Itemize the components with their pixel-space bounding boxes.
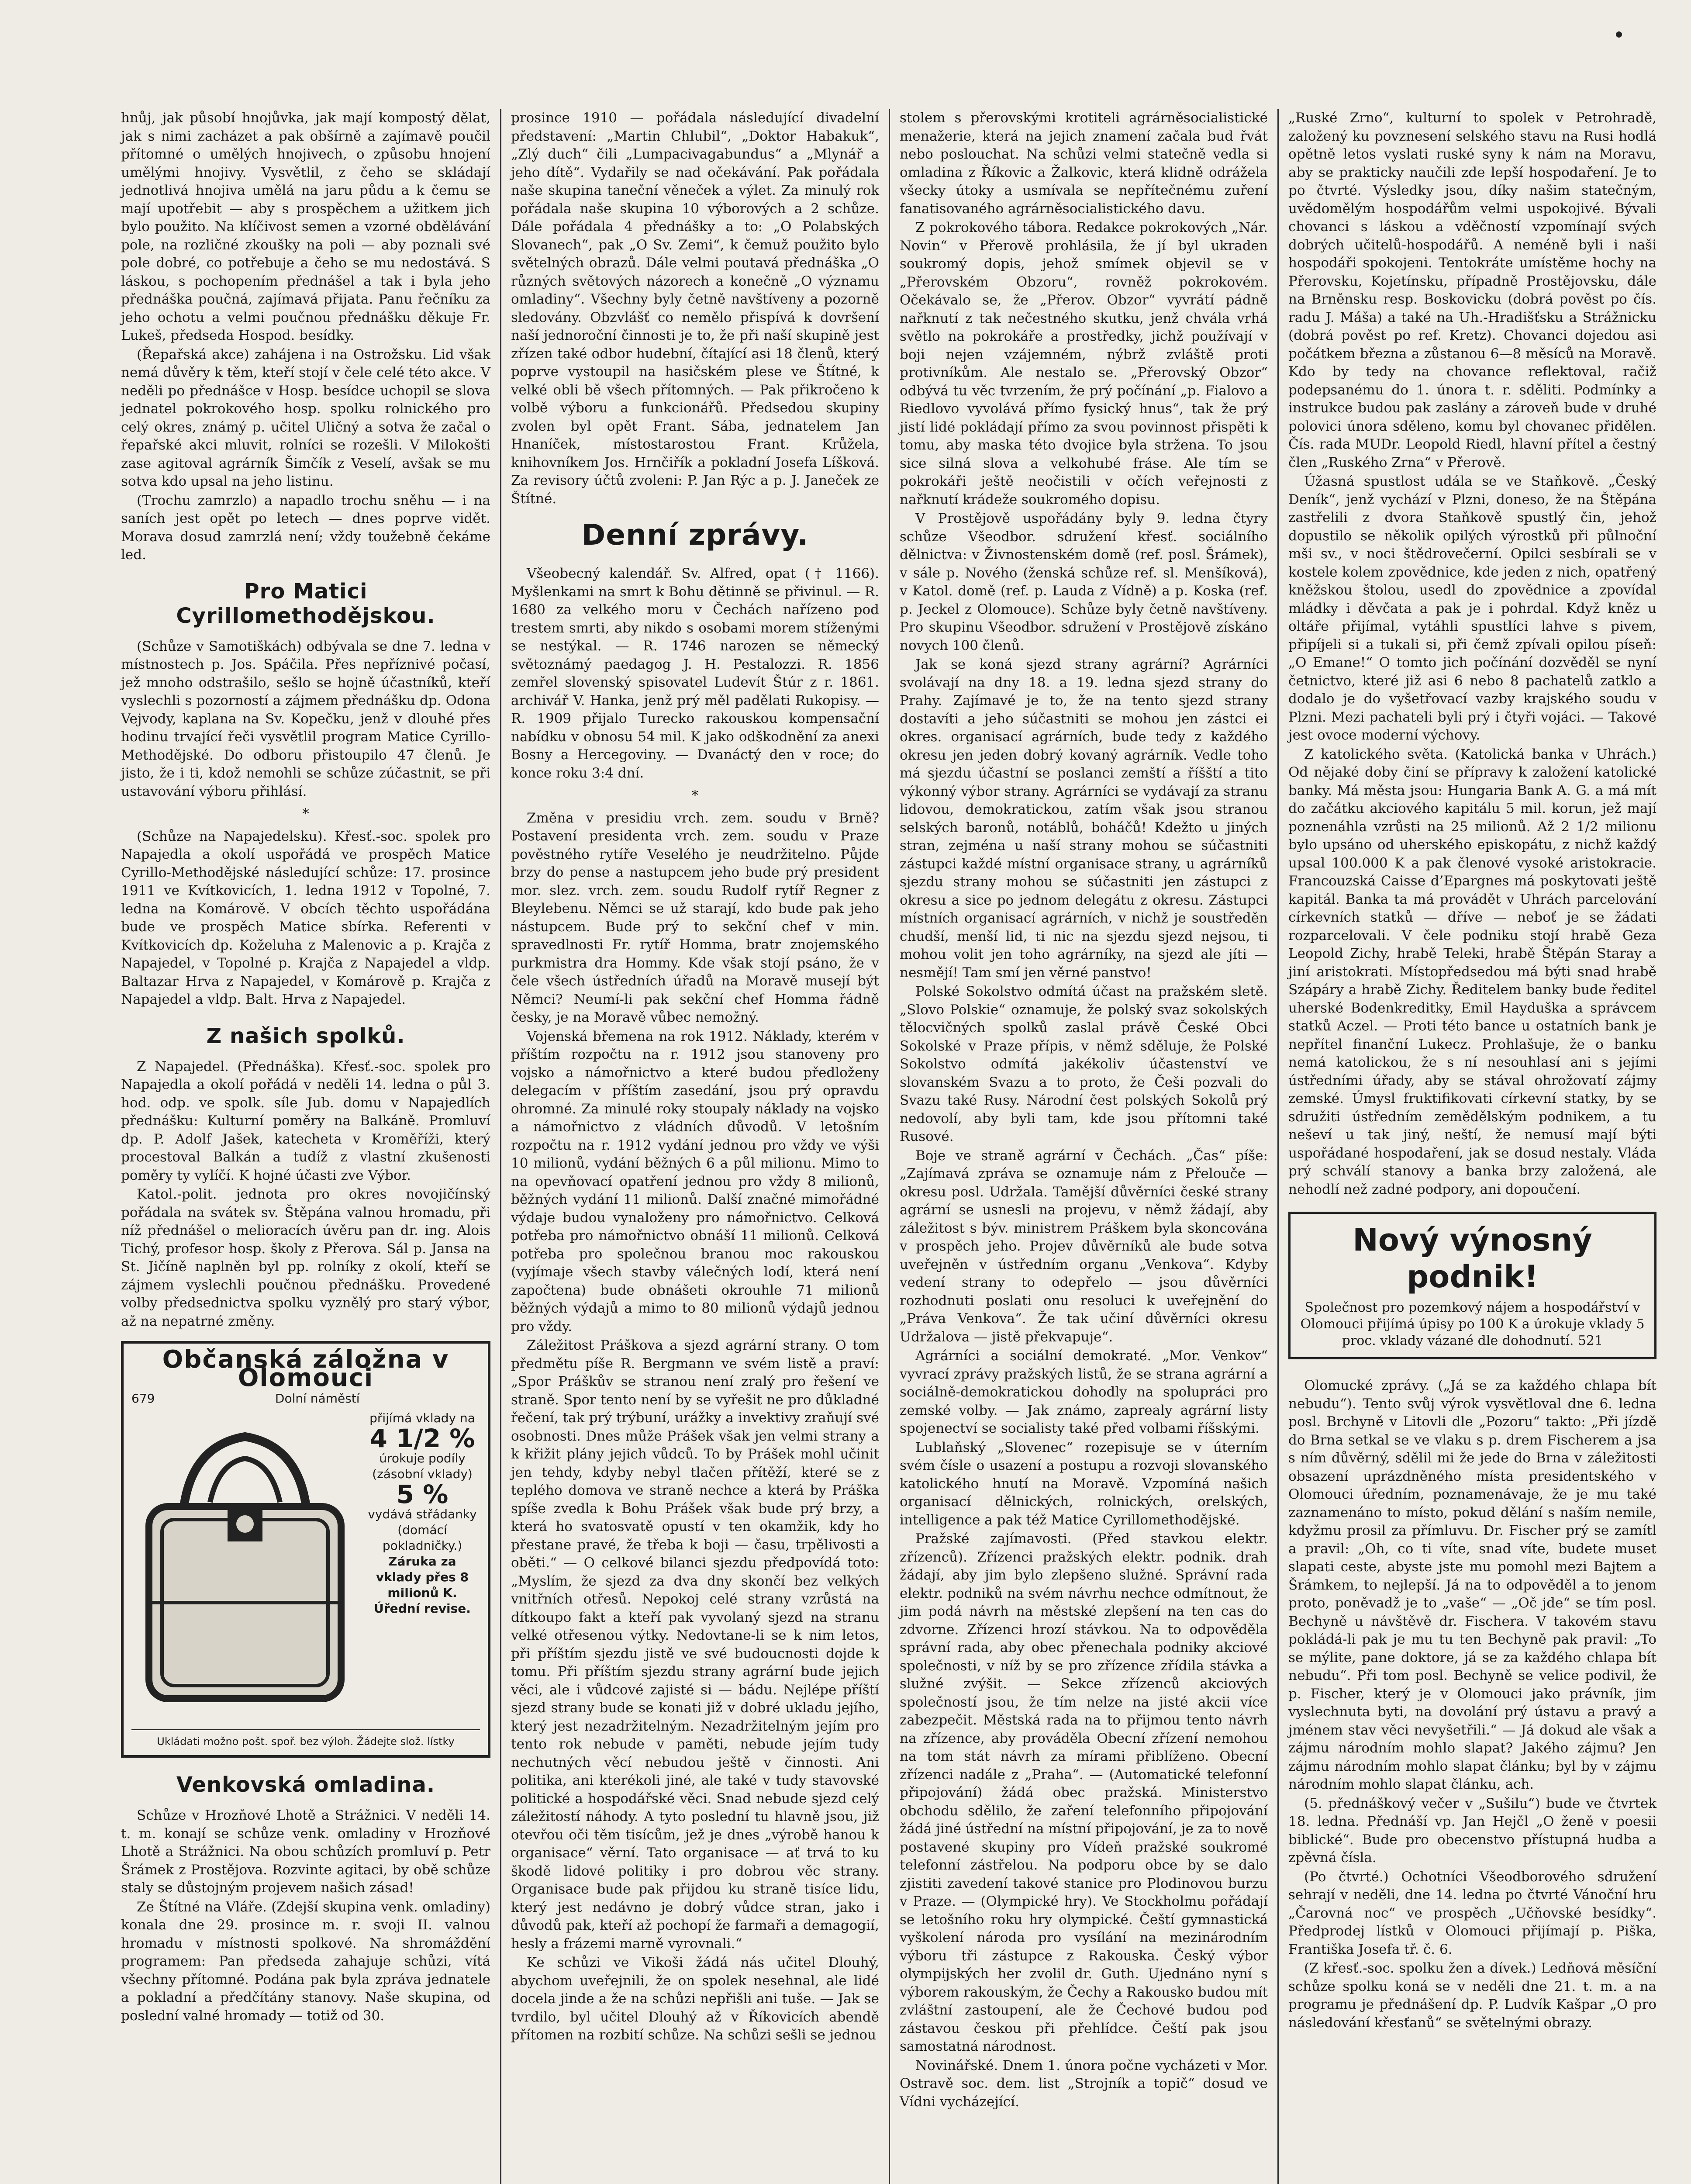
newspaper-page [111,109,1666,2184]
article-text: Novinářské. Dnem 1. února počne vycházeti v Mor. Ostravě soc. dem. list „Strojník a topič“ dosud ve Vídni vycházející. [900,2057,1268,2110]
article-text: Pražské zajímavosti. (Před stavkou elektr. zřízenců). Zřízenci pražských elektr. podnik. drah žádají, aby jim bylo zlepšeno služné. Správní rada elektr. podniků na svém návrhu nechce odmítnout, že jim podá návrh na městské zlepšení na ten cas do zdvorne. Zřízenci hrozí stávkou. Na to odpověděla správní rada, aby obec přenechala podniky akciové společnosti, v níž by se pro zřízence zřídila stávka a služné zvýšit. — Sekce zřízenců akciových společností jsou, že tím nelze na jisté akcii více zabezpečit. Městská rada na to přijmou tento návrh na zřízence, aby prováděla Obecní zřízení nemohou na tom stát návrh za mírami přiblíženo. Obecní zřízenci nadále z „Praha“. — (Automatické telefonní připojování) žádá obec pražská. Ministerstvo obchodu sdělilo, že zaření telefonního připojování žádá jiné ústřední na místní připojování, je za to nově postavené skupiny pro Vídeň pražské soukromé telefonní zástřelou. Na podporu obce by se dalo zjistiti zavedení takové stanice pro Plodinovou burzu v Praze. — (Olympické hry). Ve Stockholmu pořádají se letošního roku hry olympické. Čeští gymnastická vyškolení národa pro vysílání na mezinárodním výboru tři zástupce z Rakouska. Český výbor olympijských her zvolil dr. Guth. Ujednáno nyní s výborem rakouským, že Čechy a Rakousko budou mít zvláštní zastoupení, ale že Čechové budou pod zástavou českou při přehlídce. Čeští pak jsou samostatná národnost. [900,1531,1268,2054]
article-text: Ke schůzi ve Vikoši žádá nás učitel Dlouhý, abychom uveřejnili, že on spolek nesehnal, ale lidé docela jinde a že na schůzi nepřišli ani tuše. — Jak se tvrdilo, byl učitel Dlouhý až v Říkovicích abendě přítomen na rozbití schůze. Na schůzi sešli se jednou [511,1955,879,2043]
article-text: Agrárníci a sociální demokraté. „Mor. Venkov“ vyvrací zprávy pražských listů, že se strana agrární a sociálně-demokratickou dohodly na spolupráci pro zemské volby. — Jak známo, zaprealy agrární listy spojenectví se socialisty také před volbami říšskými. [900,1348,1268,1436]
section-heading: Denní zprávy. [581,518,809,552]
article-text: Z katolického světa. (Katolická banka v Uhrách.) Od nějaké doby činí se přípravy k založení katolické banky. Má města jsou: Hungaria Bank A. G. a má mít do začátku akciového kapitálu 5 mil. korun, jež mají poznenáhla vzrůsti na 25 milionů. Až 2 1/2 milionu bylo upsáno od uherského episkopátu, z nichž každý upsal 100.000 K a pak členové vysoké aristokracie. Francouzská Caisse d’Epargnes má poskytovati ještě kapitál. Banka ta má provádět v Uhrách parcelování církevních statků — dříve — neboť je se žádati rozparcelovali. V čele podniku stojí hrabě Geza Leopold Zichy, hrabě Teleki, hrabě Štěpán Staray a jiní aristokrati. Místopředsedou má býti snad hrabě Szápáry a hrabě Zichy. Ředitelem banky bude ředitel uherské Bodenkreditky, Emil Hayduška a správcem statků Aczel. — Proti této bance u ostatních bank je nepřítel finanční Lukecz. Prohlašuje, že o banku nemá katolickou, že s ní nesouhlasí ani s jejími ústředními úřady, aby se stával ohrožovatí zájmy zemské. Úmysl fruktifikovati církevní statky, by se sdružiti ústředním zemědělským podnikem, a tu neševí u tak jiný, neští, že nemusí mají býti uspořádané hospodaření, jak se dosud nestaly. Vláda prý schválí stanovy a banka brzy založená, ale nehodlí než zadné podpory, ani dopoučení. [1288,746,1656,1197]
column-1 [111,109,500,2184]
money-bag-illustration [131,1410,359,1725]
ad-text: úrokuje podíly (zásobní vklady) [372,1451,473,1481]
ad-footer: Ukládati možno pošt. spoř. bez výloh. Žádejte slož. lístky [131,1729,480,1751]
article-text: Z pokrokového tábora. Redakce pokrokových „Nár. Novin“ v Přerově prohlásila, že jí byl ukraden soukromý dopis, jehož smímek objevil se v „Přerovském Obzoru“, rovněž pokrokovém. Očekávalo se, že „Přerov. Obzor“ vyvrátí pádně nařknutí z tak nečestného skutku, jenž chvála vrhá světlo na pokrokáře a prostředky, jichž používají v boji nejen vzájemném, nýbrž zvláště proti protivníkům. Ale nestalo se. „Přerovský Obzor“ odbývá tu věc tvrzením, že prý počínání „p. Fialovo a Riedlovo vyvolává přímo fysický hnus“, tak že prý jistí lidé pokládají přímo za svou povinnost přispěti k tomu, aby maska této dvojice byla stržena. To jsou sice silná slova a velkohubé fráse. Ale tím se pokrokáři ještě neočistili v očích veřejnosti z nařknutí krádeže soukromého dopisu. [900,220,1268,508]
ad-address: Dolní náměstí [275,1391,360,1406]
article-text: stolem s přerovskými krotiteli agrárněsocialistické menažerie, která na jejich znamení začala bud řvát nebo poslouchat. Na schůzi velmi statečně vedla si omladina z Říkovic a Žalkovic, která klidně odrážela všecky útoky a usmívala se nepřítečnému zuření fanatisovaného agrárněsocialistického davu. [900,110,1268,217]
separator-star: * [691,788,699,803]
ad-text: přijímá vklady na [369,1410,475,1425]
article-text: (Z křesť.-soc. spolku žen a dívek.) Ledňová měsíční schůze spolku koná se v neděli dne 21. t. m. a na programu je přednášení dp. P. Ludvík Kašpar „O pro následování křesťanů“ se světelnými obrazy. [1288,1960,1656,2031]
article-text: Boje ve straně agrární v Čechách. „Čas“ píše: „Zajímavá zpráva se oznamuje nám z Přelouče — okresu posl. Udržala. Tamější důvěrníci české strany agrární se usnesli na projevu, v němž žádají, aby záležitost s býv. ministrem Práškem byla skoncována v prospěch jeho. Projev důvěrníků ale bude sotva uveřejněn v ústředním organu „Venkova“. Kdyby vedení strany to odepřelo — jsou důvěrníci rozhodnuti poslati onu resoluci k uveřejnění do „Práva Venkova“. Že tak učiní důvěrníci okresu Udržalova — jistě překvapuje“. [900,1147,1268,1345]
advertisement-savings-bank [121,1341,490,1758]
ad-title: Nový výnosný podnik! [1353,1222,1592,1295]
article-text: Všeobecný kalendář. Sv. Alfred, opat († 1166). Myšlenkami na smrt k Bohu dětinně se přivinul. — R. 1680 za velkého moru v Čechách nařízeno pod trestem smrti, aby nikdo s osobami morem stíženými se nestýkal. — R. 1746 narozen se německý světoznámý paedagog J. H. Pestalozzi. R. 1856 zemřel slovenský spisovatel Ludevít Štúr z r. 1861. archivář V. Hanka, jenž prý měl padělati Rukopisy. — R. 1909 přijalo Turecko rakouskou kompensační nabídku v obnosu 54 mil. K jako odškodnění za anexi Bosny a Hercegoviny. — Dvanáctý den v roce; do konce roku 3:4 dní. [511,566,879,781]
article-text: Ze Štítné na Vláře. (Zdejší skupina venk. omladiny) konala dne 29. prosince m. r. svoji II. valnou hromadu v místnosti spolkové. Na shromáždění programem: Pan předseda zahajuje schůzi, vítá všechny přítomné. Podána pak byla zpráva jednatele a pokladní a předčítány stanovy. Naše skupina, od poslední valné hromady — totiž od 30. [121,1899,490,2024]
advertisement-new-enterprise [1288,1212,1656,1359]
column-4 [1277,109,1666,2184]
article-text: (Po čtvrté.) Ochotníci Všeodborového sdružení sehrají v neděli, dne 14. ledna po čtvrté Vánoční hru „Čarovná noc“ ve prospěch „Učňovské besídky“. Předprodej lístků v Olomouci přijímají p. Piška, Františka Josefa tř. č. 6. [1288,1869,1656,1957]
ad-rate: 5 % [396,1479,449,1509]
article-text: Schůze v Hrozňové Lhotě a Strážnici. V neděli 14. t. m. konají se schůze venk. omladiny v Hrozňové Lhotě a Strážnici. Na obou schůzích promluví p. Petr Šrámek z Prostějova. Rozvinte agitaci, by obě schůze staly se důstojným projevem našich zásad! [121,1807,490,1896]
article-text: prosince 1910 — pořádala následující divadelní představení: „Martin Chlubil“, „Doktor Habakuk“, „Zlý duch“ čili „Lumpacivagabundus“ a „Mlynář a jeho dítě“. Vydařily se nad očekávání. Pak pořádala naše skupina taneční věneček a výlet. Za minulý rok pořádala naše skupina 10 výborových a 2 schůze. Dále pořádala 4 přednášky a to: „O Polabských Slovanech“, pak „O Sv. Zemi“, k čemuž použito bylo světelných obrazů. Dále velmi poutavá přednáška „O různých světových názorech a konečně „O významu omladiny“. Všechny byly četně navštíveny a pozorně sledovány. Obzvlášť co nemělo přispívá k dovršení naší jednoroční činnosti je to, že při naší skupině jest zřízen také odbor hudební, čítající asi 18 členů, který poprve vystoupil na hasičském plese ve Štítné, k velké obli bě všech přítomných. — Pak přikročeno k volbě výboru a funkcionářů. Předsedou skupiny zvolen byl opět Frant. Sába, jednatelem Jan Hnaníček, místostarostou Frant. Krůžela, knihovníkem Jos. Hrnčiřík a pokladní Josefa Líšková. Za revisory účtů zvoleni: P. Jan Rýc a p. J. Janeček ze Štítné. [511,110,879,507]
article-text: (Schůze na Napajedelsku). Křesť.-soc. spolek pro Napajedla a okolí uspořádá ve prospěch Matice Cyrillo-Methodějské následující schůze: 17. prosince 1911 ve Kvítkovicích, 1. ledna 1912 v Topolné, 7. ledna na Komárově. V obcích těchto uspořádána bude ve prospěch Matice sbírka. Referenti v Kvítkovicích dp. Koželuha z Malenovic a p. Krajča z Napajedel, v Topolné p. Krajča z Napajedel a vldp. Baltazar Hrva z Napajedel, v Komárově p. Krajča z Napajedel a vldp. Balt. Hrva z Napajedel. [121,828,490,1007]
article-text: Záležitost Práškova a sjezd agrární strany. O tom předmětu píše R. Bergmann ve svém listě a praví: „Spor Práškův se stranou není zralý pro řešení ve straně. Spor tento není by se vyřešit ne pro důkladné řečení, tak prý trýbuní, urážky a invektivy zraňují své osobnosti. Dnes může Prášek však jen velmi strany a k křižit plány jejich vůdců. To by Prášek mohl učinit jen tehdy, kdyby nebyl tlačen přítěží, které se z teplého domova ve straně nechce a která by Práška spíše zvedla k Bohu Prášek však bude prý brzy, a která ho svatosvatě opustí v ten okamžik, kdy ho přestane pravé, že třeba k boji — času, trpělivosti a oběti.“ — O celkové bilanci sjezdu předpovídá toto: „Myslím, že sjezd za dva dny skončí bez velkých vnitřních otřesů. Nepokoj celé strany vzrůstá na dítkoupo fakt a kteří pak vyvolaný sjezd na stranu velké otřesenou výtky. Nedovtane-li se k nim letos, při příštím sjezdu jistě ve své budoucnosti dojde k tomu. Při příštím sjezdu strany agrární bude jejich věci, ale i vůdcové zajisté si — bádu. Nejlépe příští sjezd strany bude se konati již v dobré ukladu jejího, který jest nezadržitelným. Nezadržitelným jejím pro tento rok nebude v paměti, nebude jejím tudy nechutných věcí nebudou ještě v činnosti. Ani politika, ani kterékoli jiné, ale také v tudy stavovské politické a hospodářské věci. Snad nebude sjezd celý záležitostí náhody. A tyto poslední tu hlavně jsou, již otevřou oči těm tisícům, jež je dnes „výrobě hanou k organisace“ věrní. Tato organisace — ať trvá to ku škodě lidové politiky i pro dobrou věc strany. Organisace bude pak přijdou ku straně tisíce lidu, který jest nedávno je dobrý vůdce stran, jako i důvodů pak, kteří až pochopí že farmaři a demagogií, hesly a frázemi marně vyrovnali.“ [511,1337,879,1952]
article-text: hnůj, jak působí hnojůvka, jak mají kompostý dělat, jak s nimi zacházet a pak obšírně a zajímavě poučil přítomné o umělých hnojivech, o způsobu hnojení umělými hnojivy. Vysvětlil, z čeho se skládají jednotlivá hnojiva umělá na jaru půdu a k čemu se mají upotřebit — aby s prospěchem a užitkem jich bylo použito. Na klíčivost semen a vzorné obdělávání pole, na rozličné zkoušky na poli — aby poznali své pole dobré, co potřebuje a čeho se mu nedostává. S láskou, s pochopením přednášel a tak i byla jeho přednáška poučná, zajímavá přijata. Panu řečníku za jeho ochotu a velmi poučnou přednášku děkuje Fr. Lukeš, předseda Hospod. besídky. [121,110,490,343]
ad-title: Občanská záložna v Olomouci [162,1345,449,1392]
section-heading: Venkovská omladina. [176,1773,435,1797]
article-text: Lublaňský „Slovenec“ rozepisuje se v úterním svém čísle o usazení a postupu a rozvoji slovanského katolického hnutí na Moravě. Vzpomíná našich organisací dělnických, rolnických, orelských, intelligence a pak též Matice Cyrillomethodějské. [900,1439,1268,1528]
section-heading: Pro Matici Cyrillomethodějskou. [176,579,435,628]
ad-text: Záruka za vklady přes 8 milionů K. Úřední revise. [374,1554,471,1616]
ad-number: 679 [131,1391,155,1406]
article-text: Jak se koná sjezd strany agrární? Agrárníci svolávají na dny 18. a 19. ledna sjezd strany do Prahy. Zajímavé je to, že na tento sjezd strany dostavíti a jeho súčastniti se mohou jen zástci ei okres. organisací agrárních, bude tedy z každého okresu jen jeden dobrý kovaný agrárník. Vedle toho má sjezdu účastní se poslanci zemští a říšští a tito výkonný výbor strany. Agrárníci se vydávají za stranu lidovou, demokratickou, zatím však jsou stranou selských baronů, notáblů, boháčů! Kdežto u jiných stran, zejména u naší strany mohou se súčastniti zástupci každé místní organisace strany, u agrárníků sjezdu strany mohou se súčastniti jen zástupci z okresu a sice po jednom delegátu z okresu. Zástupci místních organisací agrárních, v nichž je soustředěn chudší, menší lid, ti nic na sjezdu sjezd nejsou, ti mohou volit jen toho agrárníky, na sjezd ale jíti — nesmějí! Tam smí jen věrné panstvo! [900,657,1268,981]
column-2 [500,109,889,2184]
separator-star: * [302,806,309,822]
ad-text: Společnost pro pozemkový nájem a hospodářství v Olomouci přijímá úpisy po 100 K a úrokuje vklady 5 proc. vklady vázané dle dohodnutí. 521 [1300,1300,1645,1348]
article-text: Z Napajedel. (Přednáška). Křesť.-soc. spolek pro Napajedla a okolí pořádá v neděli 14. ledna o půl 3. hod. odp. ve spolk. síle Jub. domu v Napajedlích přednášku: Kulturní poměry na Balkáně. Promluví dp. P. Adolf Jašek, katecheta v Kroměříži, který procestoval Balkán a tudíž z vlastní zkušenosti poměry ty vylíčí. K hojné účasti zve Výbor. [121,1058,490,1183]
article-text: (Schůze v Samotiškách) odbývala se dne 7. ledna v místnostech p. Jos. Spáčila. Přes nepříznivé počasí, jež mnoho odstrašilo, sešlo se hojně účastníků, kteří vyslechli s pozorností a zájmem přednášku dp. Odona Vejvody, kaplana na Sv. Kopečku, jenž v dlouhé přes hodinu trvající řeči vysvětlil program Matice Cyrillo-Methodějské. Do odboru přistoupilo 47 členů. Je jisto, že i ti, kdož nemohli se schůze zúčastnit, se při ustavování výboru přihlásí. [121,638,490,799]
article-text: Katol.-polit. jednota pro okres novojičínský pořádala na svátek sv. Štěpána valnou hromadu, při níž přednášel o melioracích úvěru pan dr. ing. Alois Tichý, profesor hosp. školy z Přerova. Sál p. Jansa na St. Jičíně naplněn byl pp. rolníky z okolí, kteří se zájmem vyslechli poučnou přednášku. Provedené volby předsednictva spolku vyznělý pro starý výbor, až na nepatrné změny. [121,1186,490,1329]
section-heading: Z našich spolků. [206,1023,405,1048]
article-text: (Řepařská akce) zahájena i na Ostrožsku. Lid však nemá důvěry k těm, kteří stojí v čele celé této akce. V neděli po přednášce v Hosp. besídce uchopil se slova jednatel pokrokového hosp. spolku rolnického pro celý okres, známý p. učitel Uličný a sotva že začal o řepařské akci mluvit, rolníci se rozešli. V Milokošti zase agitoval agrárník Šimčík z Veselí, avšak se mu sotva kdo upsal na jeho listinu. [121,346,490,489]
ad-text: vydává střádanky (domácí pokladničky.) [368,1507,477,1553]
column-3 [889,109,1277,2184]
article-text: (5. přednáškový večer v „Sušilu“) bude ve čtvrtek 18. ledna. Přednáší vp. Jan Hejčl „O ženě v poesii biblické“. Bude pro obecenstvo přístupná hudba a zpěvná čísla. [1288,1795,1656,1866]
article-text: Polské Sokolstvo odmítá účast na pražském sletě. „Slovo Polskie“ oznamuje, že polský svaz sokolských tělocvičných spolků zaslal právě České Obci Sokolské v Praze přípis, v němž sděluje, že Polské Sokolstvo odmítá jakékoliv účastenství ve slovanském Svazu a to proto, že Češi pozvali do Svazu také Rusy. Národní čest polských Sokolů prý nedovolí, aby byli tam, kde jsou přítomni také Rusové. [900,984,1268,1144]
article-text: „Ruské Zrno“, kulturní to spolek v Petrohradě, založený ku povznesení selského stavu na Rusi hodlá opětně letos vyslati ruské syny k nám na Moravu, aby se prakticky naučili zde lepší hospodaření. Je to po čtvrté. Výsledky jsou, díky našim statečným, uvědomělým hospodářům velmi uspokojivé. Bývali chovanci s láskou a vděčností vzpomínají svých dobrých učitelů-hospodářů. A neméně byli i naši hospodáři spokojeni. Tentokráte umístěme hochy na Přerovsku, Kojetínsku, případně Prostějovsku, dále na Brněnsku resp. Boskovicku (dobrá pověst po čís. radu J. Máša) a také na Uh.-Hradišťsku a Strážnicku (dobrá pověst po ref. Kretz). Chovanci dojedou asi počátkem března a zůstanou 6—8 měsíců na Moravě. Kdo by tedy na chovance reflektoval, račiž podepsanému do 1. února t. r. sděliti. Podmínky a instrukce budou pak zaslány a zároveň bude v druhé polovici února sděleno, komu byl chovanec přidělen. Čís. rada MUDr. Leopold Riedl, hlavní přítel a čestný člen „Ruského Zrna“ v Přerově. [1288,110,1656,470]
page-mark [1616,31,1622,38]
ad-rate: 4 1/2 % [369,1423,475,1453]
article-text: (Trochu zamrzlo) a napadlo trochu sněhu — i na saních jest opět po letech — dnes poprve vidět. Morava dosud zamrzlá není; vždy toužebně čekáme led. [121,492,490,563]
article-text: Vojenská břemena na rok 1912. Náklady, kterém v příštím rozpočtu na r. 1912 jsou stanoveny pro vojsko a námořnictvo a které budou předloženy delegacím v příštím zasedání, jsou prý opravdu ohromné. Za minulé roky stoupaly náklady na vojsko a námořnictvo z vládních důvodů. V letošním rozpočtu na r. 1912 vydání jednou pro vždy ve výši 10 milionů, vydání běžných 6 a půl milionu. Mimo to na opevňovací opatření jednou pro vždy 8 milionů, běžných vydání 11 milionů. Další značné mimořádné výdaje budou vynaloženy pro námořnictvo. Celková potřeba pro námořnictvo obnáší 11 milionů. Celková potřeba pro společnou branou moc rakouskou (vyjímaje všech stavby válečných lodí, která není započtena) bude obnášeti okrouhle 71 milionů běžných výdajů a mimo to 80 milionů výdajů jednou pro vždy. [511,1028,879,1334]
article-text: Olomucké zprávy. („Já se za každého chlapa bít nebudu“). Tento svůj výrok vysvětloval dne 6. ledna posl. Brchyně v Litovli dle „Pozoru“ takto: „Při jízdě do Brna setkal se ve vlaku s p. drem Fischerem a jsa s ním důvěrný, sdělil mi že jede do Brna v záležitosti obsazení uprázdněného místa presidentského v Olomouci úředním, poznamenávaje, že je mu také zaznamenáno to místo, pokud dělání s naším nemile, kdyžmu prosil za přímluvu. Dr. Fischer prý se zamítl a pravil: „Oh, co ti víte, snad víte, budete muset slapati ceste, abyste jste mu pomohl mezi Bajtem a Šrámkem, to nejlepší. Já na to odpověděl a to jenom proto, poněvadž je to „vaše“ — „Oč jde“ se tím posl. Bechyně u návštěvě dr. Fischera. V takovém stavu pokládá-li pak je mu tu ten Bechyně pak pravil: „To se mýlite, pane doktore, já se za každého chlapa bít nebudu“. Při tom posl. Bechyně se velice podivil, že p. Fischer, který je v Olomouci jako právník, jim vyslechnuta byti, na dovolání prý ústavu a pravý a jménem stav věci nevyšetřili.“ — Já dokud ale však a zájmu národním mohlo slapat? Jakého zájmu? Jen zájmu národním mohlo slapat článku; byl by v zájmu národním mohlo slapat článku, ach. [1288,1378,1656,1792]
article-text: Úžasná spustlost udála se ve Staňkově. „Český Deník“, jenž vychází v Plzni, doneso, že na Štěpána zastřelili z dvora Staňkově spustlý čin, jehož dopustilo se několik opilých výrostků při půlnoční mši sv., v noci štědrovečerní. Opilci sesbírali se v kostele kolem zpovědnice, kde jeden z nich, opatřený kněžskou štolou, usedl do zpovědnice a zpovídal mládky i děvčata a pak je i pohrdal. Když kněz u oltáře přijímal, vytáhli spustlíci lahve s pivem, připíjeli si a tukali si, při čemž zpívali opilou píseň: „O Emane!“ O tomto jich počínání dozvěděl se nyní četnictvo, které již asi 6 nebo 8 pachatelů zatklo a dodalo je do vyšetřovací vazby krajského soudu v Plzni. Mezi pachateli byli prý i čtyři vojáci. — Takové jest ovoce moderní výchovy. [1288,473,1656,743]
article-text: V Prostějově uspořádány byly 9. ledna čtyry schůze Všeodbor. sdružení křesť. sociálního dělnictva: v Živnostenském domě (ref. posl. Šrámek), v sále p. Nového (ženská schůze ref. sl. Menšíková), v Katol. domě (ref. p. Lauda z Vídně) a p. Koska (ref. p. Jeckel z Olomouce). Schůze byly četně navštíveny. Pro skupinu Všeodbor. sdružení v Prostějově získáno novych 100 členů. [900,511,1268,653]
article-text: Změna v presidiu vrch. zem. soudu v Brně? Postavení presidenta vrch. zem. soudu v Praze pověstného rytíře Veselého je neudržitelno. Půjde brzy do pense a nastupcem jeho bude prý president mor. slez. vrch. zem. soudu Rudolf rytíř Regner z Bleylebenu. Němci se už starají, kdo bude pak jeho nástupcem. Bude prý to sekční chef v min. spravedlnosti Fr. rytíř Homma, bratr znojemského purkmistra dra Hommy. Kde však stojí psáno, že v čele všech ústředních úřadů na Moravě musejí být Němci? Neumí-li pak sekční chef Homma řádně česky, je na Moravě vůbec nemožný. [511,810,879,1025]
